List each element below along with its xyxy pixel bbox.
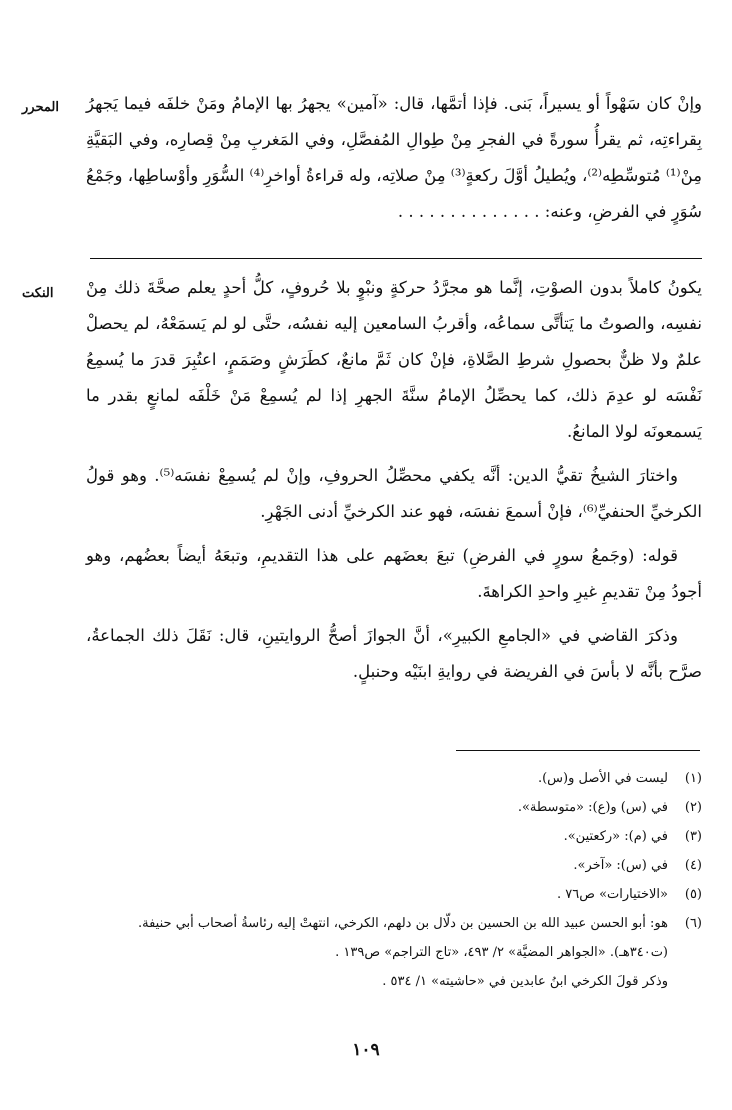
footnote-text-main: هو: أبو الحسن عبيد الله بن الحسين بن دلّال بن دلهم، الكرخي، انتهتْ إليه رئاسةُ أصحاب أبي حنيفة. (ت٣٤٠هـ). «الجواهر المضيَّة» ٢/ ٤٩٣، «تاج التراجم» ص١٣٩ . [138,916,668,960]
nukat-paragraph-3: قوله: (وجَمعُ سورٍ في الفرضِ) تبعَ بعضَهم على هذا التقديمِ، وتبعَهُ أيضاً بعضُهم، وهو أجودُ مِنْ تقديمِ غيرِ واحدِ الكراهةَ. [86,546,702,601]
footnote-item [86,793,702,822]
muharrar-paragraph: وإنْ كان سَهْواً أو يسيراً، بَنى. فإذا أتمَّها، قال: «آمين» يجهرُ بها الإمامُ ومَنْ خلفَه فيما يَجهرُ بِقراءتِه، ثم يقرأُ سورةً في الفجرِ مِنْ طِوالِ المُفصَّلِ، وفي المَغربِ مِنْ قِصارِه، وفي البَقيَّةِ مِنْ⁽¹⁾ مُتوسِّطِه⁽²⁾، ويُطيلُ أوَّلَ ركعةٍ⁽³⁾ مِنْ صلاتِه، وله قراءةُ أواخرِ⁽⁴⁾ السُّوَرِ وأوْساطِها، وجَمْعُ سُوَرٍ في الفرضِ، وعنه: . . . . . . . . . . . . . . [86,94,702,221]
footnote-item [86,822,702,851]
footnote-text: في (م): «ركعتين». [563,829,668,844]
footnote-item [86,851,702,880]
page-number: ١٠٩ [352,1040,380,1060]
footnote-text: ليست في الأصل و(س). [537,771,668,786]
muharrar-text-block [86,86,702,230]
section-label-nukat: النكت [22,286,54,301]
footnote-text: في (س): «آخر». [573,858,668,873]
footnote-item [86,909,702,996]
footnote-divider [456,750,700,751]
nukat-paragraph-4: وذكرَ القاضي في «الجامعِ الكبيرِ»، أنَّ الجوازَ أصحُّ الروايتينِ، قال: نَقَلَ ذلك الجماعةُ، صرَّح بأنَّه لا بأسَ في الفريضة في روايةِ ابنَيْه وحنبلٍ. [86,626,702,681]
footnote-number: (٦) [684,916,702,931]
nukat-text-block [86,270,702,690]
footnote-text [86,909,668,996]
footnote-text-extra: وذكر قولَ الكرخي ابنُ عابدين في «حاشيته» ١/ ٥٣٤ . [382,974,668,989]
section-divider [90,258,702,259]
footnote-item [86,880,702,909]
footnote-number: (٥) [684,887,702,902]
footnote-item [86,764,702,793]
footnote-text: في (س) و(ع): «متوسطة». [517,800,668,815]
footnote-number: (٤) [684,858,702,873]
nukat-paragraph-2: واختارَ الشيخُ تقيُّ الدين: أنَّه يكفي محصِّلُ الحروفِ، وإنْ لم يُسمِعْ نفسَه⁽⁵⁾. وهو قولُ الكرخيِّ الحنفيِّ⁽⁶⁾، فإنْ أسمعَ نفسَه، فهو عند الكرخيِّ أدنى الجَهْرِ. [86,466,702,521]
nukat-paragraph-1: يكونُ كاملاً بدون الصوْتِ، إنَّما هو مجرَّدُ حركةٍ ونبْوٍ بلا حُروفٍ، كلُّ أحدٍ يعلم صحَّةَ ذلك مِنْ نفسِه، والصوتُ ما يَتأتَّى سماعُه، وأقربُ السامعين إليه نفسُه، حتَّى لو لم يَسمَعْهُ، لم يحصلْ علمٌ ولا ظنٌّ بحصولِ شرطِ الصَّلاةِ، فإنْ كان ثَمَّ مانعٌ، كطَرَشٍ وصَمَمٍ، اعتُبِرَ قدرَ ما يُسمِعُ نَفْسَه لو عدِمَ ذلك، كما يحصِّلُ الإمامُ سنَّةَ الجهرِ إذا لم يُسمِعْ مَنْ خَلْفَه لمانعٍ بقدر ما يَسمعونَه لولا المانعُ. [86,278,702,441]
footnotes [86,764,702,996]
footnote-number: (١) [684,771,702,786]
footnote-number: (٢) [684,800,702,815]
section-label-muharrar: المحرر [22,100,59,115]
footnote-number: (٣) [684,829,702,844]
footnote-text: «الاختيارات» ص٧٦ . [557,887,668,902]
